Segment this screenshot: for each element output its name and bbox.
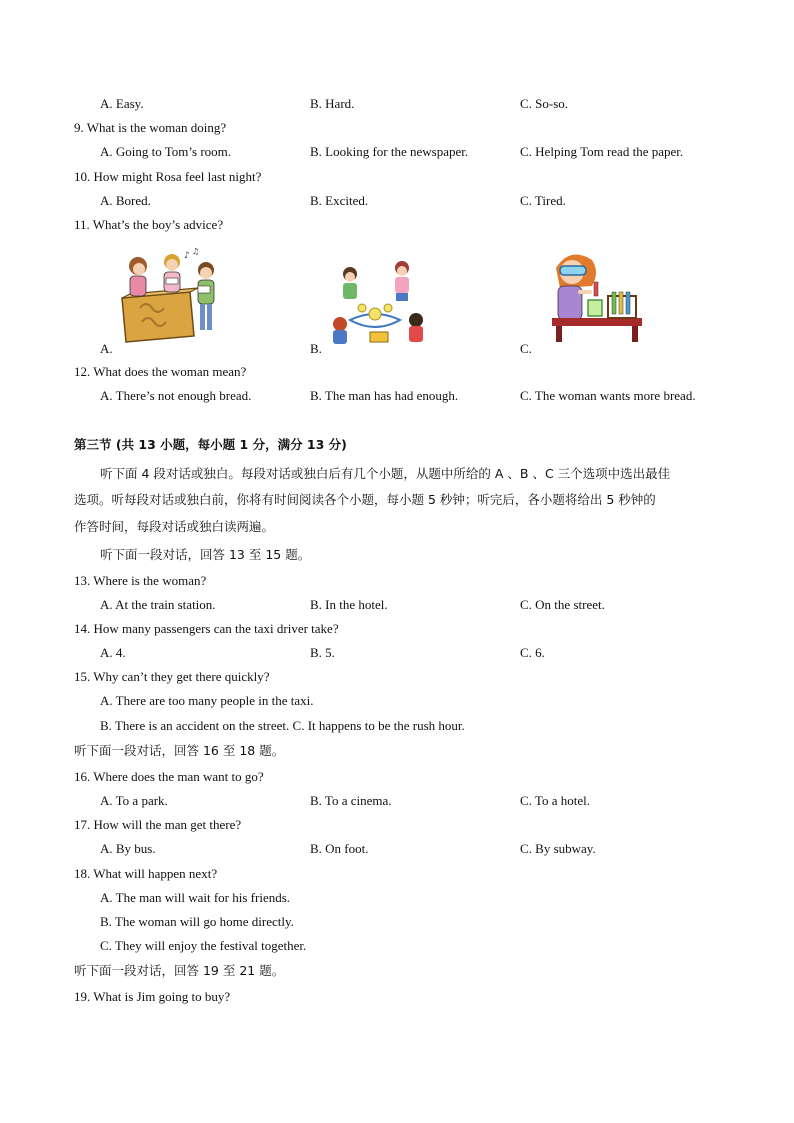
q17-stem: 17. How will the man get there? (74, 817, 242, 832)
dialog-1-prompt: 听下面一段对话，回答 13 至 15 题。 (100, 547, 311, 562)
q16-stem: 16. Where does the man want to go? (74, 769, 264, 784)
q9-option-b: B. Looking for the newspaper. (310, 144, 469, 159)
q18-option-c: C. They will enjoy the festival together. (100, 938, 307, 953)
q14-stem: 14. How many passengers can the taxi driver take? (74, 621, 339, 636)
q18-stem: 18. What will happen next? (74, 866, 218, 881)
q13-option-a: A. At the train station. (100, 597, 216, 612)
circuit-experiment-illustration (330, 258, 430, 350)
q18-option-b: B. The woman will go home directly. (100, 914, 294, 929)
q12-option-c: C. The woman wants more bread. (520, 388, 696, 403)
q17-option-b: B. On foot. (310, 841, 369, 856)
section-3-instructions-line-2: 选项。听每段对话或独白前，你将有时间阅读各个小题，每小题 5 秒钟；听完后，各小题将给出 5 秒钟的 (74, 492, 656, 507)
q11-option-a: A. (100, 341, 113, 356)
q8-option-b: B. Hard. (310, 96, 355, 111)
q16-option-b: B. To a cinema. (310, 793, 392, 808)
q14-option-b: B. 5. (310, 645, 335, 660)
svg-text:♫: ♫ (192, 248, 200, 256)
q9-option-a: A. Going to Tom’s room. (100, 144, 232, 159)
chemistry-girl-illustration (548, 248, 644, 344)
section-3-instructions-line-1: 听下面 4 段对话或独白。每段对话或独白后有几个小题，从题中所给的 A 、B 、C 三个选项中选出最佳 (100, 466, 671, 481)
q13-stem: 13. Where is the woman? (74, 573, 207, 588)
q11-option-b: B. (310, 341, 322, 356)
q8-option-c: C. So-so. (520, 96, 569, 111)
q10-option-b: B. Excited. (310, 193, 369, 208)
dialog-3-prompt: 听下面一段对话，回答 19 至 21 题。 (74, 963, 285, 978)
q9-stem: 9. What is the woman doing? (74, 120, 227, 135)
q13-option-c: C. On the street. (520, 597, 605, 612)
q15-stem: 15. Why can’t they get there quickly? (74, 669, 270, 684)
q13-option-b: B. In the hotel. (310, 597, 388, 612)
q12-option-a: A. There’s not enough bread. (100, 388, 252, 403)
q10-stem: 10. How might Rosa feel last night? (74, 169, 262, 184)
q15-option-a: A. There are too many people in the taxi. (100, 693, 314, 708)
q16-option-a: A. To a park. (100, 793, 168, 808)
section-3-title: 第三节 (共 13 小题，每小题 1 分，满分 13 分) (74, 437, 347, 452)
q19-stem: 19. What is Jim going to buy? (74, 989, 231, 1004)
section-3-instructions-line-3: 作答时间，每段对话或独白读两遍。 (74, 519, 275, 534)
singing-group-illustration (120, 248, 225, 343)
q17-option-a: A. By bus. (100, 841, 156, 856)
q10-option-c: C. Tired. (520, 193, 566, 208)
q14-option-a: A. 4. (100, 645, 126, 660)
q11-stem: 11. What’s the boy’s advice? (74, 217, 224, 232)
dialog-2-prompt: 听下面一段对话，回答 16 至 18 题。 (74, 743, 285, 758)
q15-option-b-c: B. There is an accident on the street. C. It happens to be the rush hour. (100, 718, 465, 733)
q17-option-c: C. By subway. (520, 841, 596, 856)
q11-option-c: C. (520, 341, 532, 356)
q10-option-a: A. Bored. (100, 193, 151, 208)
q8-option-a: A. Easy. (100, 96, 144, 111)
q18-option-a: A. The man will wait for his friends. (100, 890, 291, 905)
q14-option-c: C. 6. (520, 645, 545, 660)
q12-stem: 12. What does the woman mean? (74, 364, 247, 379)
q12-option-b: B. The man has had enough. (310, 388, 459, 403)
q9-option-c: C. Helping Tom read the paper. (520, 144, 684, 159)
q16-option-c: C. To a hotel. (520, 793, 590, 808)
svg-text:♪: ♪ (184, 251, 190, 261)
